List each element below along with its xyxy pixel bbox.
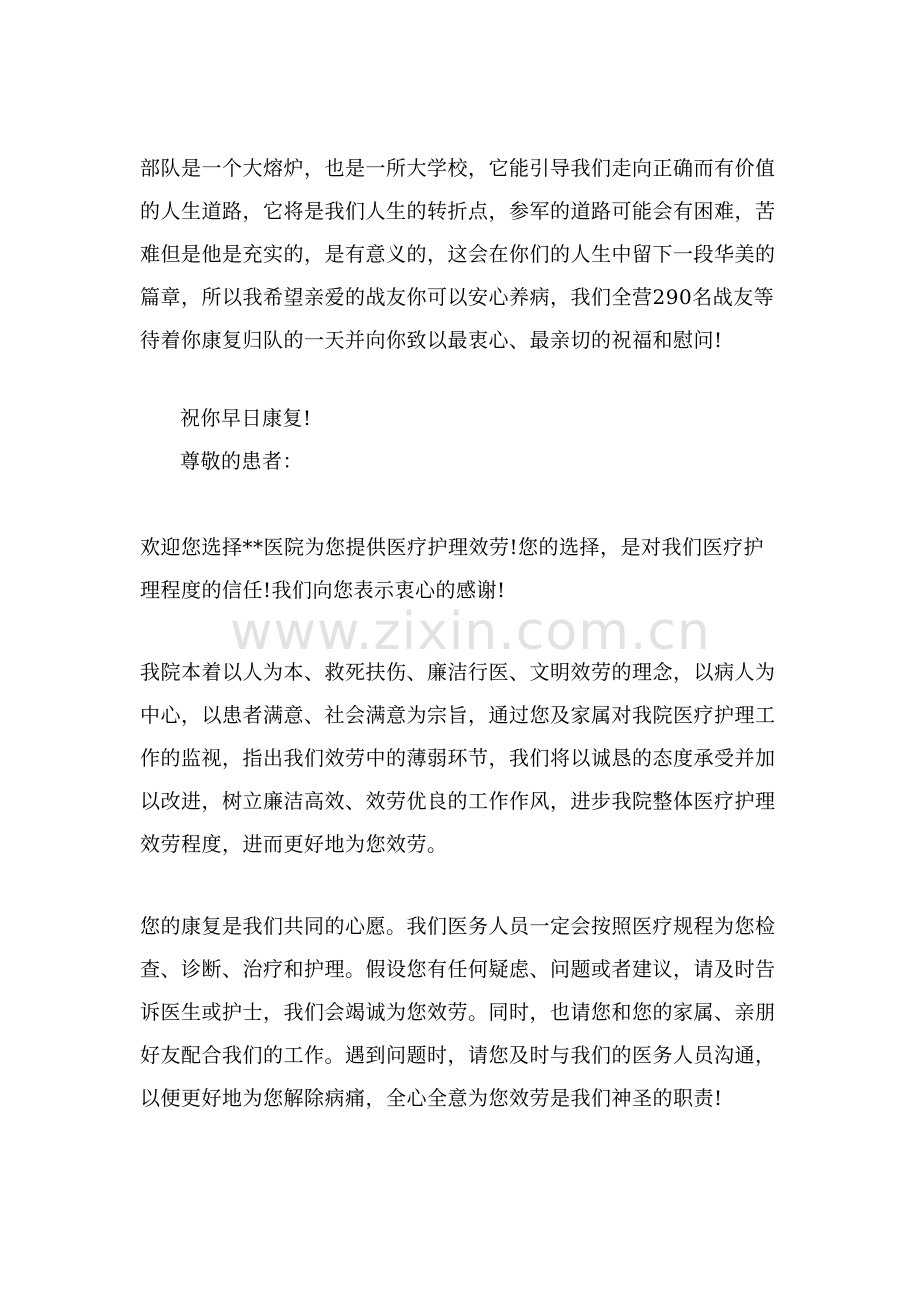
paragraph-letter-to-comrade: 部队是一个大熔炉，也是一所大学校，它能引导我们走向正确而有价值的人生道路，它将是我们人生的转折点，参军的道路可能会有困难，苦难但是他是充实的，是有意义的，这会在你们的人生中留下一段华美的篇章，所以我希望亲爱的战友你可以安心养病，我们全营290名战友等待着你康复归队的一天并向你致以最衷心、最亲切的祝福和慰问! <box>140 156 776 352</box>
watermark: www.zixin.com.cn <box>230 602 711 662</box>
paragraph-salutation: 尊敬的患者： <box>180 449 303 473</box>
paragraph-wish-recovery: 祝你早日康复! <box>180 406 312 430</box>
paragraph-welcome: 欢迎您选择**医院为您提供医疗护理效劳!您的选择，是对我们医疗护理程度的信任!我们向您表示衷心的感谢! <box>140 535 765 602</box>
paragraph-patient-cooperation: 您的康复是我们共同的心愿。我们医务人员一定会按照医疗规程为您检查、诊断、治疗和护理。假设您有任何疑虑、问题或者建议，请及时告诉医生或护士，我们会竭诚为您效劳。同时，也请您和您的家属、亲朋好友配合我们的工作。遇到问题时，请您及时与我们的医务人员沟通，以便更好地为您解除病痛，全心全意为您效劳是我们神圣的职责! <box>140 914 776 1110</box>
paragraph-hospital-philosophy: 我院本着以人为本、救死扶伤、廉洁行医、文明效劳的理念，以病人为中心，以患者满意、社会满意为宗旨，通过您及家属对我院医疗护理工作的监视，指出我们效劳中的薄弱环节，我们将以诚恳的态度承受并加以改进，树立廉洁高效、效劳优良的工作作风，进步我院整体医疗护理效劳程度，进而更好地为您效劳。 <box>140 660 776 856</box>
